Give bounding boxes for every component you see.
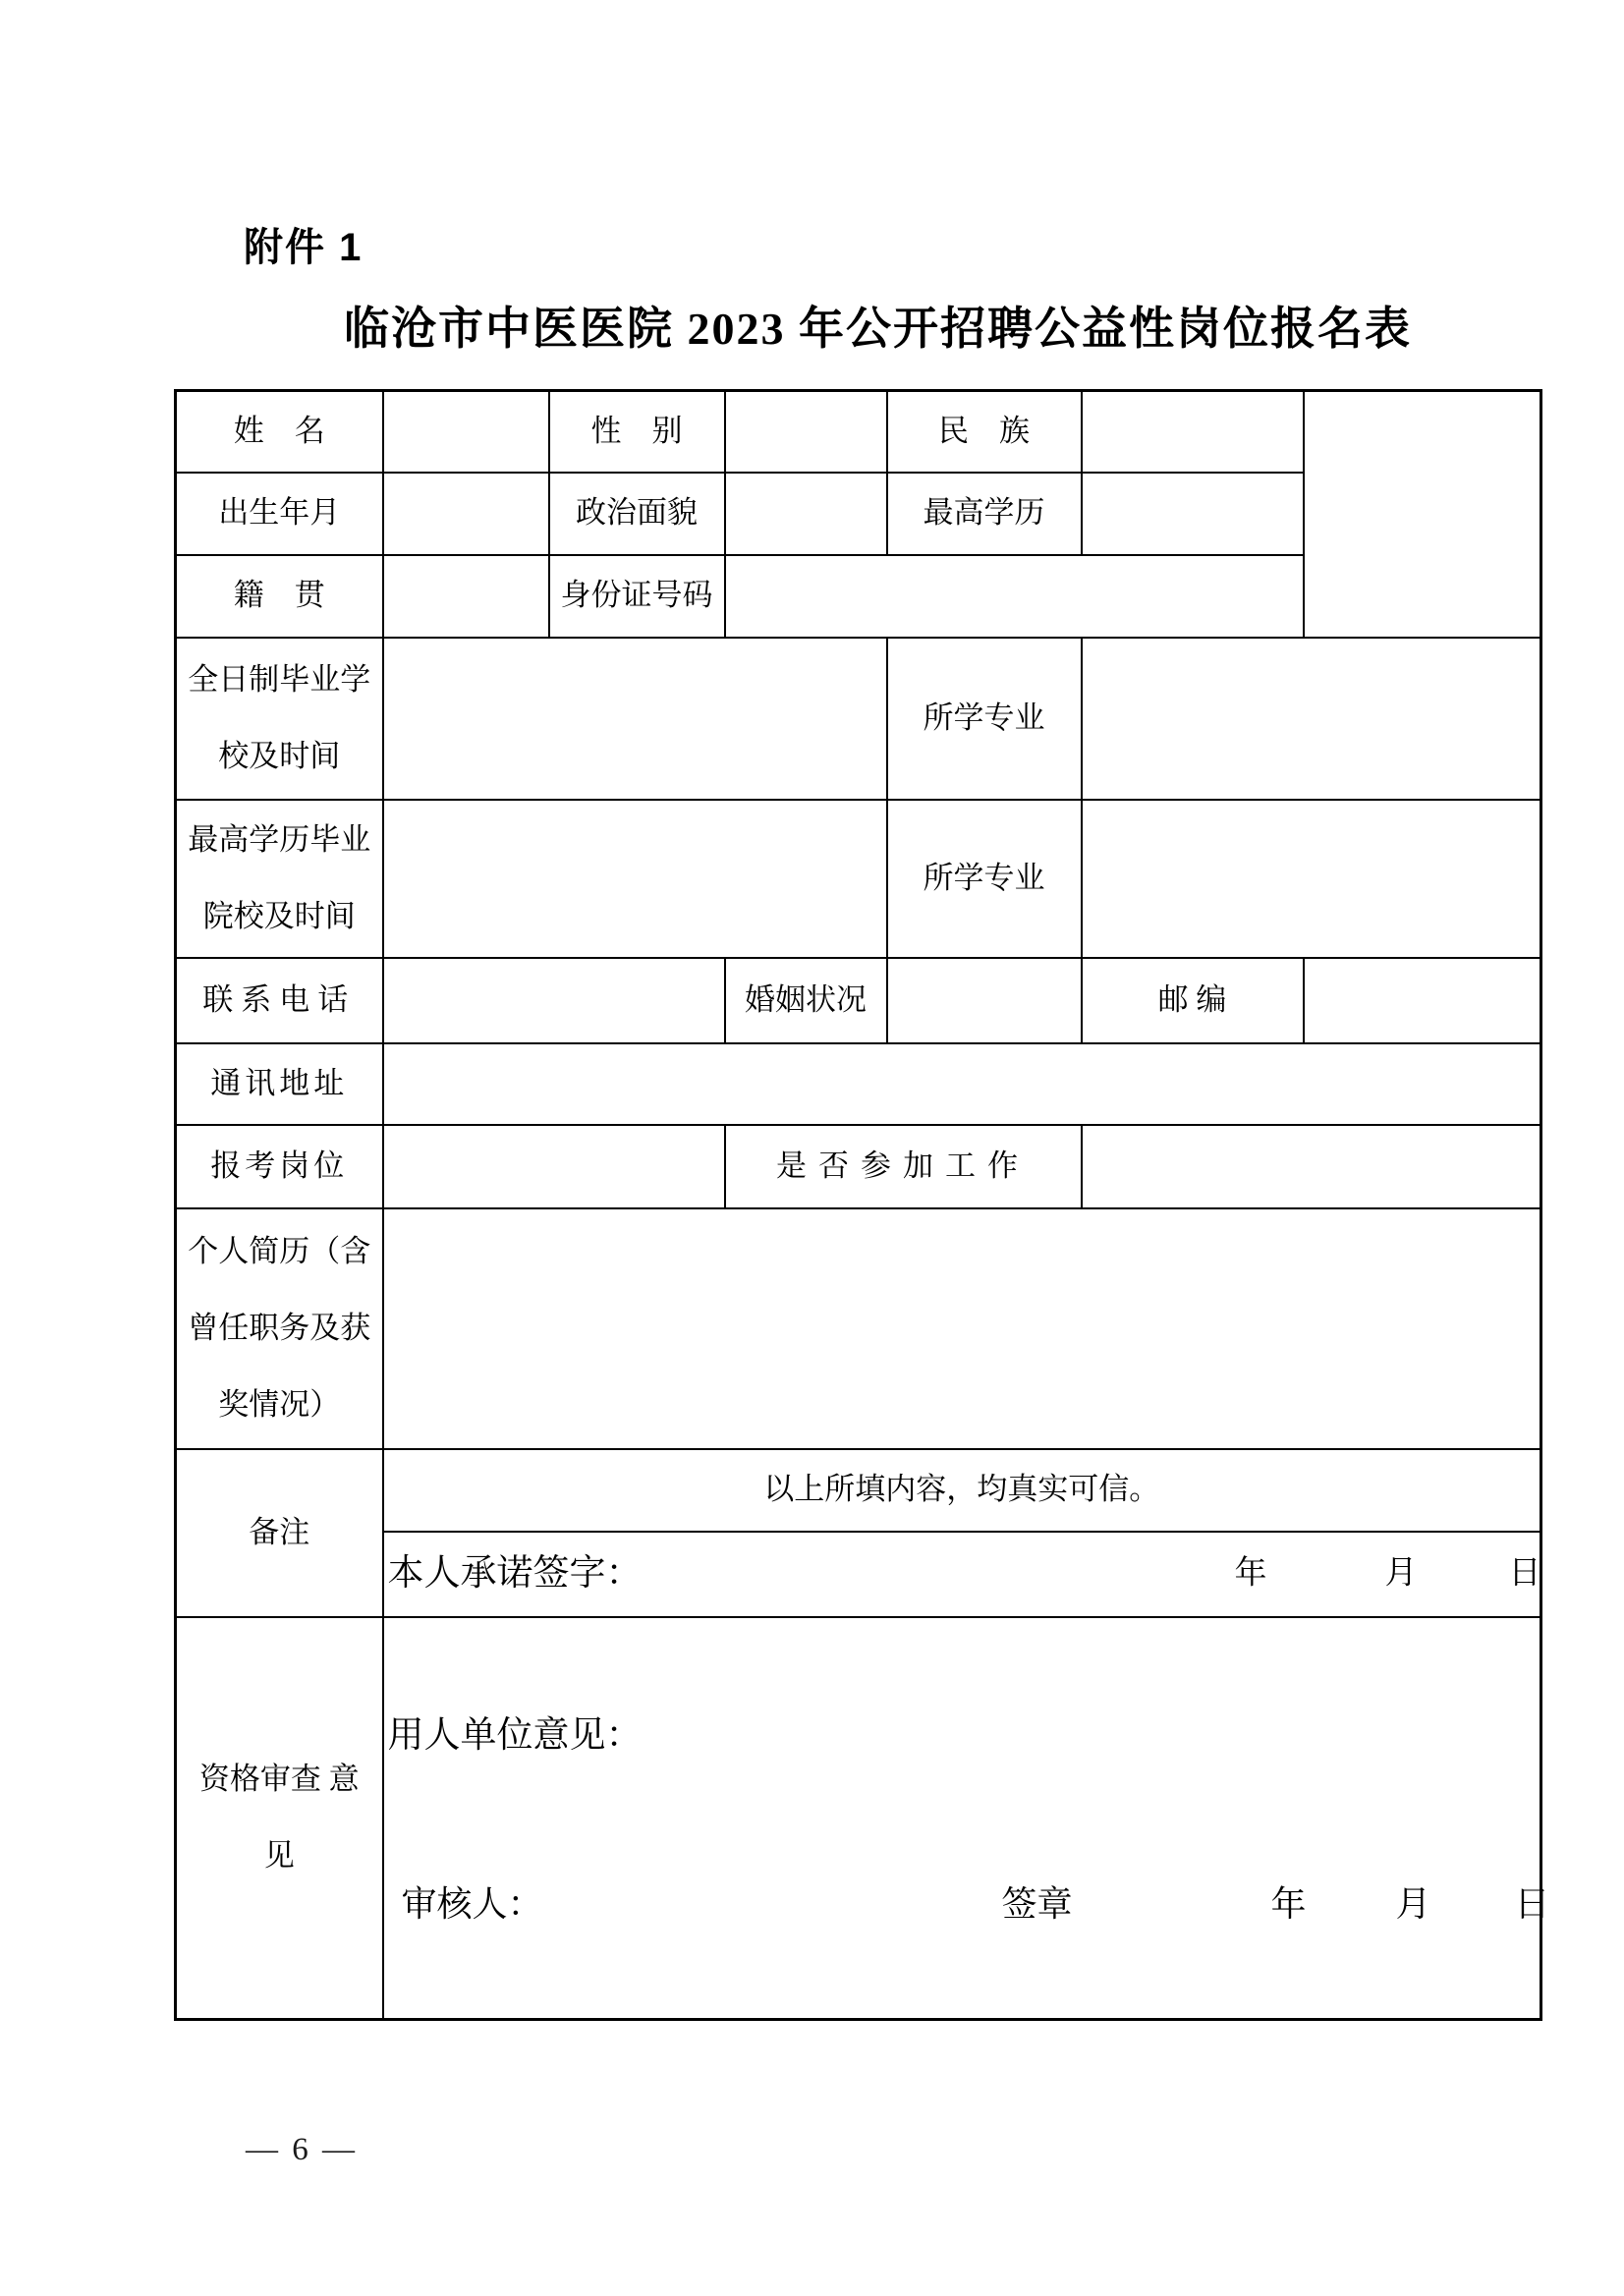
birth-date-value-cell[interactable] — [383, 473, 549, 555]
review-day-label: 日 — [1514, 1884, 1550, 1925]
highest-school-label — [176, 800, 383, 958]
highest-major-label: 所学专业 — [887, 800, 1082, 958]
attachment-heading: 附件 1 — [244, 226, 364, 269]
photo-box[interactable] — [1304, 391, 1541, 638]
declaration-text: 以上所填内容，均真实可信。 — [384, 1450, 1540, 1533]
remark-content-cell — [383, 1449, 1541, 1617]
application-form-table — [174, 389, 1550, 2021]
row-position — [176, 1125, 1541, 1208]
postal-code-value-cell[interactable] — [1304, 958, 1541, 1043]
applied-position-value-cell[interactable] — [383, 1125, 725, 1208]
ethnicity-label: 民 族 — [887, 391, 1082, 473]
signature-label: 本人承诺签字： — [387, 1552, 643, 1594]
highest-major-value-cell[interactable] — [1082, 800, 1541, 958]
resume-label — [176, 1208, 383, 1449]
review-label-line1: 资格审查 意 — [198, 1762, 360, 1797]
employer-opinion-label: 用人单位意见： — [387, 1715, 643, 1757]
birth-date-label: 出生年月 — [176, 473, 383, 555]
row-fulltime-school — [176, 638, 1541, 800]
row-resume — [176, 1208, 1541, 1449]
row-remark — [176, 1449, 1541, 1617]
signature-line[interactable] — [384, 1533, 1540, 1616]
row-highest-school — [176, 800, 1541, 958]
fulltime-major-label: 所学专业 — [887, 638, 1082, 800]
highest-school-label-line1: 最高学历毕业 — [188, 822, 371, 857]
review-content-cell[interactable] — [383, 1617, 1550, 2020]
remark-label: 备注 — [176, 1449, 383, 1617]
page-title: 临沧市中医医院 2023 年公开招聘公益性岗位报名表 — [344, 304, 1412, 354]
highest-school-label-line2: 院校及时间 — [202, 899, 356, 933]
signature-day-label: 日 — [1508, 1555, 1541, 1592]
mailing-address-value-cell[interactable] — [383, 1043, 1541, 1125]
highest-education-label: 最高学历 — [887, 473, 1082, 555]
row-address — [176, 1043, 1541, 1125]
postal-code-label: 邮 编 — [1082, 958, 1304, 1043]
ethnicity-value-cell[interactable] — [1082, 391, 1304, 473]
review-year-label: 年 — [1270, 1884, 1307, 1925]
highest-school-value-cell[interactable] — [383, 800, 887, 958]
fulltime-major-value-cell[interactable] — [1082, 638, 1541, 800]
applied-position-label: 报考岗位 — [176, 1125, 383, 1208]
signature-month-label: 月 — [1384, 1555, 1418, 1592]
name-label: 姓 名 — [176, 391, 383, 473]
political-status-value-cell[interactable] — [725, 473, 887, 555]
native-place-value-cell[interactable] — [383, 555, 549, 638]
contact-phone-label: 联系电话 — [176, 958, 383, 1043]
review-label — [176, 1617, 383, 2020]
signature-year-label: 年 — [1234, 1555, 1267, 1592]
row-review — [176, 1617, 1541, 2020]
id-number-label: 身份证号码 — [549, 555, 725, 638]
highest-education-value-cell[interactable] — [1082, 473, 1304, 555]
seal-label: 签章 — [1001, 1884, 1073, 1925]
resume-label-line1: 个人简历（含 — [188, 1234, 371, 1268]
fulltime-school-label — [176, 638, 383, 800]
review-month-label: 月 — [1395, 1884, 1431, 1925]
native-place-label: 籍 贯 — [176, 555, 383, 638]
row-name — [176, 391, 1541, 473]
fulltime-school-label-line1: 全日制毕业学 — [188, 662, 371, 697]
fulltime-school-label-line2: 校及时间 — [218, 739, 341, 773]
gender-label: 性 别 — [549, 391, 725, 473]
fulltime-school-value-cell[interactable] — [383, 638, 887, 800]
marital-status-label: 婚姻状况 — [725, 958, 887, 1043]
resume-value-cell[interactable] — [383, 1208, 1541, 1449]
political-status-label: 政治面貌 — [549, 473, 725, 555]
reviewer-label: 审核人： — [401, 1884, 543, 1925]
employment-status-value-cell[interactable] — [1082, 1125, 1541, 1208]
id-number-value-cell[interactable] — [725, 555, 1304, 638]
mailing-address-label: 通讯地址 — [176, 1043, 383, 1125]
marital-status-value-cell[interactable] — [887, 958, 1082, 1043]
row-contact — [176, 958, 1541, 1043]
contact-phone-value-cell[interactable] — [383, 958, 725, 1043]
review-box — [384, 1619, 1550, 2016]
name-value-cell[interactable] — [383, 391, 549, 473]
gender-value-cell[interactable] — [725, 391, 887, 473]
employment-status-label: 是否参加工作 — [725, 1125, 1082, 1208]
review-label-line2: 见 — [263, 1838, 295, 1874]
page-number: — 6 — — [246, 2132, 358, 2167]
resume-label-line3: 奖情况） — [218, 1387, 341, 1422]
resume-label-line2: 曾任职务及获 — [188, 1311, 371, 1345]
